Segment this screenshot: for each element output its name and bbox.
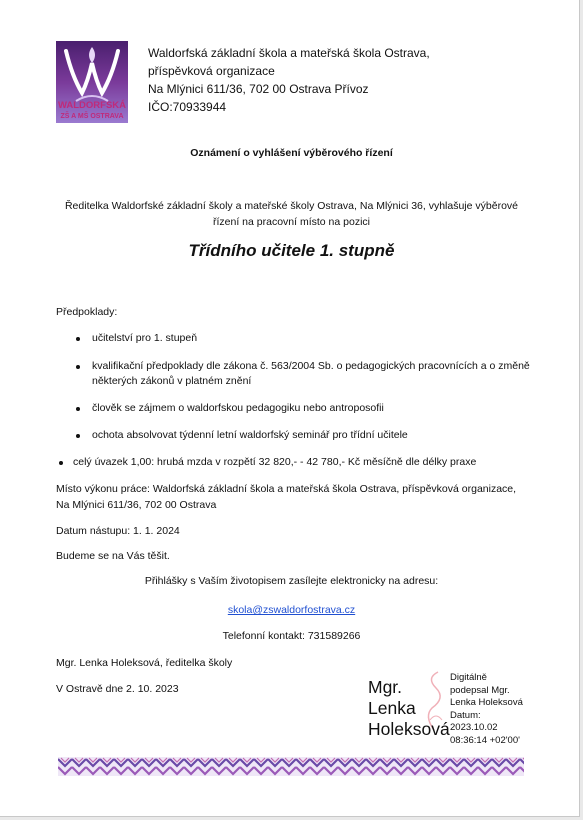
footer-pattern [58, 757, 524, 776]
notice-heading: Oznámení o vyhlášení výběrového řízení [190, 147, 393, 159]
bullet-icon [76, 365, 80, 369]
salary-item: celý úvazek 1,00: hrubá mzda v rozpětí 32 820,- - 42 780,- Kč měsíčně dle délky praxe [73, 456, 477, 468]
logo-text-sub: ZŠ A MŠ OSTRAVA [60, 113, 124, 120]
school-logo [56, 41, 128, 123]
signature-name [368, 677, 450, 740]
apply-instructions: Přihlášky s Vaším životopisem zasílejte elektronicky na adresu: [144, 575, 439, 587]
requirement-item: ochota absolvovat týdenní letní waldorfský seminář pro třídní učitele [92, 429, 408, 441]
org-type: příspěvková organizace [148, 64, 275, 78]
intro-line-1: Ředitelka Waldorfské základní školy a mateřské školy Ostrava, Na Mlýnici 36, vyhlašuje výběrové [64, 200, 519, 212]
digital-signature-info [450, 672, 523, 747]
signature-info-line: Digitálně [450, 672, 487, 683]
requirements-label: Předpoklady: [56, 306, 118, 318]
requirement-item: kvalifikační předpoklady dle zákona č. 563/2004 Sb. o pedagogických pracovnících a o změně [92, 360, 530, 372]
start-date: Datum nástupu: 1. 1. 2024 [56, 525, 180, 537]
phone-contact: Telefonní kontakt: 731589266 [222, 630, 361, 642]
requirement-item: člověk se zájmem o waldorfskou pedagogiku nebo antroposofii [92, 402, 384, 414]
bullet-icon [76, 434, 80, 438]
signature-info-line: 08:36:14 +02'00' [450, 734, 520, 746]
intro-line-2: řízení na pracovní místo na pozici [213, 216, 370, 228]
signature-surname: Holeksová [368, 719, 450, 739]
org-ico: IČO:70933944 [148, 100, 227, 114]
signature-info-line: Lenka Holeksová [450, 697, 523, 708]
requirement-item-continued: některých zákonů v platném znění [92, 375, 252, 387]
bullet-icon [76, 407, 80, 411]
logo-text-main: WALDORFSKÁ [57, 100, 127, 111]
org-name: Waldorfská základní škola a mateřská škola Ostrava, [148, 46, 430, 60]
bullet-icon [76, 337, 80, 341]
place-and-date: V Ostravě dne 2. 10. 2023 [56, 683, 179, 695]
position-title: Třídního učitele 1. stupně [188, 241, 395, 260]
workplace-line-2: Na Mlýnici 611/36, 702 00 Ostrava [56, 499, 217, 511]
signature-title: Mgr. [368, 677, 403, 697]
signatory-line: Mgr. Lenka Holeksová, ředitelka školy [56, 657, 233, 669]
signature-info-line: 2023.10.02 [450, 722, 498, 733]
workplace-line-1: Místo výkonu práce: Waldorfská základní škola a mateřská škola Ostrava, příspěvková organizace, [56, 483, 517, 495]
signature-info-line: podepsal Mgr. [450, 684, 510, 696]
signature-info-line: Datum: [450, 709, 481, 721]
requirement-item: učitelství pro 1. stupeň [92, 332, 198, 344]
organization-header [148, 44, 430, 116]
email-link[interactable]: skola@zswaldorfostrava.cz [227, 604, 356, 616]
signature-first-name: Lenka [368, 698, 416, 718]
bullet-icon [59, 461, 63, 465]
closing-text: Budeme se na Vás těšit. [56, 550, 170, 562]
org-address: Na Mlýnici 611/36, 702 00 Ostrava Přívoz [148, 82, 369, 96]
